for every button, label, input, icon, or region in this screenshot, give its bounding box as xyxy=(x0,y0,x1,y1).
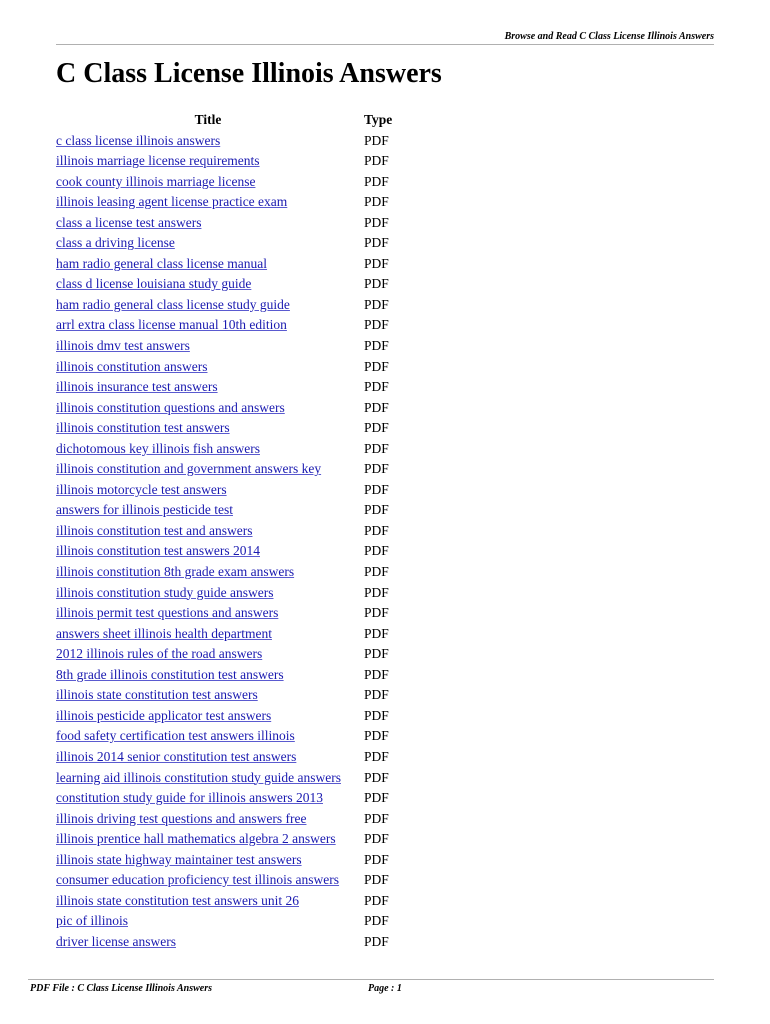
document-link[interactable]: class a license test answers xyxy=(56,214,202,230)
page-title: C Class License Illinois Answers xyxy=(56,58,442,89)
table-row xyxy=(56,521,424,542)
running-header: Browse and Read C Class License Illinois Answers xyxy=(504,31,714,42)
document-link[interactable]: illinois marriage license requirements xyxy=(56,153,260,169)
row-title-cell xyxy=(56,459,360,480)
table-row xyxy=(56,439,424,460)
row-type-cell: PDF xyxy=(364,522,389,538)
table-row xyxy=(56,459,424,480)
row-title-cell xyxy=(56,665,360,686)
row-type-cell: PDF xyxy=(364,872,389,888)
row-type-cell: PDF xyxy=(364,646,389,662)
table-row xyxy=(56,932,424,953)
document-link[interactable]: illinois state constitution test answers xyxy=(56,687,258,703)
document-link[interactable]: illinois constitution and government answers key xyxy=(56,461,322,477)
row-title-cell xyxy=(56,562,360,583)
row-title-cell xyxy=(56,480,360,501)
row-type-cell: PDF xyxy=(364,851,389,867)
row-type-cell: PDF xyxy=(364,173,389,189)
document-link[interactable]: illinois dmv test answers xyxy=(56,338,190,354)
row-title-cell xyxy=(56,829,360,850)
document-link[interactable]: illinois insurance test answers xyxy=(56,379,218,395)
table-row xyxy=(56,768,424,789)
row-title-cell xyxy=(56,685,360,706)
document-link[interactable]: learning aid illinois constitution study guide answers xyxy=(56,769,341,785)
document-link[interactable]: ham radio general class license manual xyxy=(56,255,268,271)
footer-page-label: Page : 1 xyxy=(368,983,402,994)
row-type-cell: PDF xyxy=(364,728,389,744)
document-link[interactable]: driver license answers xyxy=(56,933,176,949)
header-divider xyxy=(56,44,714,45)
document-link[interactable]: answers sheet illinois health department xyxy=(56,625,272,641)
row-type-cell: PDF xyxy=(364,933,389,949)
row-title-cell xyxy=(56,377,360,398)
table-row xyxy=(56,357,424,378)
row-type-cell: PDF xyxy=(364,420,389,436)
row-type-cell: PDF xyxy=(364,317,389,333)
row-title-cell xyxy=(56,131,360,152)
row-title-cell xyxy=(56,788,360,809)
row-type-cell: PDF xyxy=(364,769,389,785)
row-type-cell: PDF xyxy=(364,666,389,682)
row-type-cell: PDF xyxy=(364,153,389,169)
document-link[interactable]: illinois 2014 senior constitution test answers xyxy=(56,748,297,764)
row-type-cell: PDF xyxy=(364,564,389,580)
row-title-cell xyxy=(56,706,360,727)
document-link[interactable]: c class license illinois answers xyxy=(56,132,221,148)
document-link[interactable]: illinois constitution test answers xyxy=(56,420,230,436)
row-type-cell: PDF xyxy=(364,605,389,621)
table-row xyxy=(56,480,424,501)
document-link[interactable]: illinois constitution test answers 2014 xyxy=(56,543,260,559)
row-title-cell xyxy=(56,357,360,378)
row-type-cell: PDF xyxy=(364,892,389,908)
table-row xyxy=(56,213,424,234)
document-link[interactable]: illinois pesticide applicator test answers xyxy=(56,707,272,723)
table-row xyxy=(56,151,424,172)
row-title-cell xyxy=(56,747,360,768)
table-row xyxy=(56,254,424,275)
row-type-cell: PDF xyxy=(364,461,389,477)
table-row xyxy=(56,685,424,706)
row-type-cell: PDF xyxy=(364,625,389,641)
row-title-cell xyxy=(56,295,360,316)
row-title-cell xyxy=(56,213,360,234)
table-row xyxy=(56,336,424,357)
row-title-cell xyxy=(56,336,360,357)
document-link[interactable]: illinois prentice hall mathematics algebra 2 answers xyxy=(56,831,336,847)
table-row xyxy=(56,583,424,604)
row-type-cell: PDF xyxy=(364,707,389,723)
row-title-cell xyxy=(56,172,360,193)
table-row xyxy=(56,233,424,254)
table-row xyxy=(56,398,424,419)
row-type-cell: PDF xyxy=(364,379,389,395)
table-row xyxy=(56,541,424,562)
table-header-row xyxy=(56,110,424,131)
table-row xyxy=(56,726,424,747)
row-type-cell: PDF xyxy=(364,338,389,354)
table-row xyxy=(56,829,424,850)
document-link[interactable]: illinois driving test questions and answers free xyxy=(56,810,307,826)
document-link[interactable]: constitution study guide for illinois answers 2013 xyxy=(56,790,323,806)
row-title-cell xyxy=(56,603,360,624)
row-title-cell xyxy=(56,500,360,521)
document-link[interactable]: illinois constitution questions and answers xyxy=(56,399,285,415)
table-row xyxy=(56,377,424,398)
document-link[interactable]: class a driving license xyxy=(56,235,175,251)
table-row xyxy=(56,131,424,152)
table-row xyxy=(56,870,424,891)
row-title-cell xyxy=(56,315,360,336)
row-title-cell xyxy=(56,274,360,295)
row-title-cell xyxy=(56,233,360,254)
document-link[interactable]: consumer education proficiency test illinois answers xyxy=(56,872,340,888)
document-link[interactable]: illinois constitution 8th grade exam answers xyxy=(56,564,295,580)
document-link[interactable]: food safety certification test answers illinois xyxy=(56,728,295,744)
table-row xyxy=(56,192,424,213)
document-link[interactable]: 8th grade illinois constitution test answers xyxy=(56,666,284,682)
row-type-cell: PDF xyxy=(364,399,389,415)
table-row xyxy=(56,706,424,727)
footer-divider xyxy=(28,979,714,980)
table-row xyxy=(56,809,424,830)
row-title-cell xyxy=(56,809,360,830)
row-type-cell: PDF xyxy=(364,440,389,456)
table-row xyxy=(56,911,424,932)
table-row xyxy=(56,562,424,583)
row-type-cell: PDF xyxy=(364,194,389,210)
document-link[interactable]: pic of illinois xyxy=(56,913,128,929)
document-link[interactable]: class d license louisiana study guide xyxy=(56,276,252,292)
row-type-cell: PDF xyxy=(364,296,389,312)
document-link[interactable]: illinois motorcycle test answers xyxy=(56,481,227,497)
document-link[interactable]: cook county illinois marriage license xyxy=(56,173,256,189)
row-type-cell: PDF xyxy=(364,913,389,929)
row-type-cell: PDF xyxy=(364,748,389,764)
row-type-cell: PDF xyxy=(364,358,389,374)
row-type-cell: PDF xyxy=(364,543,389,559)
table-row xyxy=(56,315,424,336)
row-title-cell xyxy=(56,151,360,172)
document-link[interactable]: answers for illinois pesticide test xyxy=(56,502,233,518)
row-title-cell xyxy=(56,624,360,645)
row-title-cell xyxy=(56,726,360,747)
row-type-cell: PDF xyxy=(364,831,389,847)
row-title-cell xyxy=(56,583,360,604)
document-link[interactable]: illinois state constitution test answers unit 26 xyxy=(56,892,299,908)
document-link[interactable]: illinois constitution test and answers xyxy=(56,522,253,538)
table-row xyxy=(56,850,424,871)
column-header-title: Title xyxy=(194,112,222,127)
table-body xyxy=(56,131,424,953)
table-row xyxy=(56,172,424,193)
row-title-cell xyxy=(56,870,360,891)
row-type-cell: PDF xyxy=(364,276,389,292)
document-link[interactable]: dichotomous key illinois fish answers xyxy=(56,440,260,456)
document-link[interactable]: illinois leasing agent license practice exam xyxy=(56,194,288,210)
row-type-cell: PDF xyxy=(364,235,389,251)
row-type-cell: PDF xyxy=(364,584,389,600)
row-title-cell xyxy=(56,521,360,542)
row-title-cell xyxy=(56,932,360,953)
document-link[interactable]: illinois constitution answers xyxy=(56,358,208,374)
row-title-cell xyxy=(56,850,360,871)
table-row xyxy=(56,418,424,439)
footer-file-label: PDF File : C Class License Illinois Answers xyxy=(30,983,212,994)
row-title-cell xyxy=(56,541,360,562)
document-link[interactable]: illinois permit test questions and answers xyxy=(56,605,279,621)
document-link[interactable]: 2012 illinois rules of the road answers xyxy=(56,646,263,662)
table-row xyxy=(56,295,424,316)
row-type-cell: PDF xyxy=(364,214,389,230)
table-row xyxy=(56,500,424,521)
table-row xyxy=(56,665,424,686)
row-type-cell: PDF xyxy=(364,255,389,271)
row-type-cell: PDF xyxy=(364,132,389,148)
table-row xyxy=(56,788,424,809)
row-type-cell: PDF xyxy=(364,687,389,703)
document-link[interactable]: arrl extra class license manual 10th edition xyxy=(56,317,287,333)
row-title-cell xyxy=(56,768,360,789)
row-title-cell xyxy=(56,911,360,932)
document-link[interactable]: illinois constitution study guide answers xyxy=(56,584,274,600)
row-title-cell xyxy=(56,439,360,460)
document-link[interactable]: ham radio general class license study guide xyxy=(56,296,290,312)
row-title-cell xyxy=(56,644,360,665)
row-title-cell xyxy=(56,891,360,912)
column-header-type: Type xyxy=(364,112,393,127)
row-title-cell xyxy=(56,398,360,419)
table-row xyxy=(56,624,424,645)
table-row xyxy=(56,891,424,912)
table-row xyxy=(56,644,424,665)
row-type-cell: PDF xyxy=(364,810,389,826)
row-title-cell xyxy=(56,418,360,439)
row-type-cell: PDF xyxy=(364,502,389,518)
table-row xyxy=(56,274,424,295)
row-title-cell xyxy=(56,192,360,213)
row-title-cell xyxy=(56,254,360,275)
row-type-cell: PDF xyxy=(364,790,389,806)
document-table xyxy=(56,110,424,952)
table-row xyxy=(56,603,424,624)
document-link[interactable]: illinois state highway maintainer test answers xyxy=(56,851,302,867)
table-row xyxy=(56,747,424,768)
row-type-cell: PDF xyxy=(364,481,389,497)
